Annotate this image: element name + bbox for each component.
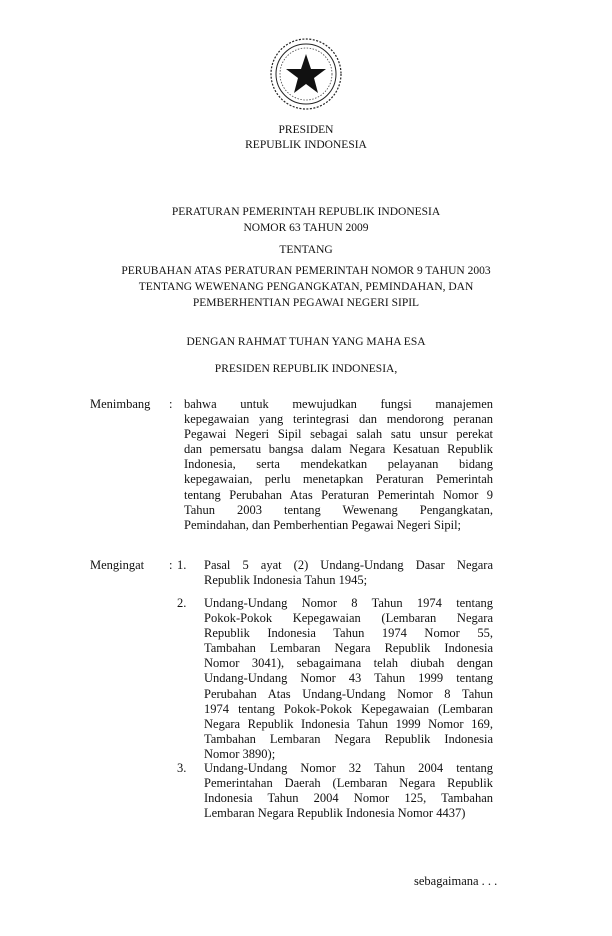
president-heading: PRESIDEN REPUBLIK INDONESIA, — [214, 363, 398, 375]
text-line: Negara Republik Indonesia Tahun 1999 Nomor 169, — [204, 716, 493, 731]
text-line: Indonesia, serta mendekatkan pelayanan bidang — [184, 457, 493, 472]
text-line: Nomor 3890); — [204, 746, 276, 761]
text-line: kepegawaian yang terintegrasi dan mendorong peranan — [184, 412, 493, 427]
text-line: Pemerintahan Daerah (Lembaran Negara Republik — [204, 776, 493, 791]
colon: : — [169, 558, 173, 572]
continuation-text: sebagaimana . . . — [414, 874, 498, 888]
menimbang-label: Menimbang — [90, 397, 151, 411]
text-line: Pokok-Pokok Kepegawaian (Lembaran Negara — [204, 611, 493, 626]
text-line: Nomor 3041), sebagaimana telah diubah dengan — [204, 656, 493, 671]
mengingat-item — [204, 761, 493, 821]
text-line: Republik Indonesia Tahun 1945; — [204, 573, 368, 588]
text-line: Perubahan Atas Undang-Undang Nomor 8 Tahun — [204, 686, 493, 701]
mengingat-item — [204, 558, 493, 588]
text-line: Undang-Undang Nomor 8 Tahun 1974 tentang — [204, 596, 493, 610]
text-line: Undang-Undang Nomor 43 Tahun 1999 tentang — [204, 671, 493, 686]
subject-line: PERUBAHAN ATAS PERATURAN PEMERINTAH NOMOR 9 TAHUN 2003 — [121, 265, 491, 277]
item-number: 2. — [177, 596, 187, 610]
text-line: Tambahan Lembaran Negara Republik Indonesia — [204, 731, 493, 746]
regulation-title: PERATURAN PEMERINTAH REPUBLIK INDONESIA — [171, 206, 441, 218]
text-line: bahwa untuk mewujudkan fungsi manajemen — [184, 397, 493, 411]
regulation-number: NOMOR 63 TAHUN 2009 — [243, 222, 369, 234]
text-line: tentang Perubahan Atas Peraturan Pemerintah Nomor 9 — [184, 487, 493, 502]
text-line: Pemindahan, dan Pemberhentian Pegawai Negeri Sipil; — [184, 517, 462, 532]
text-line: Republik Indonesia Tahun 1974 Nomor 55, — [204, 626, 493, 641]
text-line: 1974 tentang Pokok-Pokok Kepegawaian (Lembaran — [204, 701, 493, 716]
text-line: Lembaran Negara Republik Indonesia Nomor 4437) — [204, 806, 466, 821]
subject-line: PEMBERHENTIAN PEGAWAI NEGERI SIPIL — [192, 297, 420, 309]
menimbang-text — [184, 397, 493, 533]
text-line: Tambahan Lembaran Negara Republik Indonesia — [204, 641, 493, 656]
text-line: Undang-Undang Nomor 32 Tahun 2004 tentang — [204, 761, 493, 775]
garuda-emblem — [268, 36, 344, 112]
tentang-heading: TENTANG — [279, 244, 333, 256]
item-number: 3. — [177, 761, 187, 775]
text-line: dan pemersatu bangsa dalam Negara Kesatuan Republik — [184, 442, 493, 457]
subject-line: TENTANG WEWENANG PENGANGKATAN, PEMINDAHAN, DAN — [138, 281, 474, 293]
text-line: Pasal 5 ayat (2) Undang-Undang Dasar Negara — [204, 558, 493, 572]
text-line: Tahun 2003 tentang Wewenang Pengangkatan, — [184, 502, 493, 517]
text-line: Indonesia Tahun 2004 Nomor 125, Tambahan — [204, 791, 493, 806]
invocation: DENGAN RAHMAT TUHAN YANG MAHA ESA — [186, 336, 426, 348]
colon: : — [169, 397, 173, 411]
header-republic: REPUBLIK INDONESIA — [245, 139, 367, 151]
mengingat-item — [204, 596, 493, 762]
header-president: PRESIDEN — [278, 124, 334, 136]
text-line: kepegawaian, perlu menetapkan Peraturan Pemerintah — [184, 472, 493, 487]
item-number: 1. — [177, 558, 187, 572]
mengingat-label: Mengingat — [90, 558, 145, 572]
text-line: Pegawai Negeri Sipil sebagai salah satu unsur perekat — [184, 427, 493, 442]
